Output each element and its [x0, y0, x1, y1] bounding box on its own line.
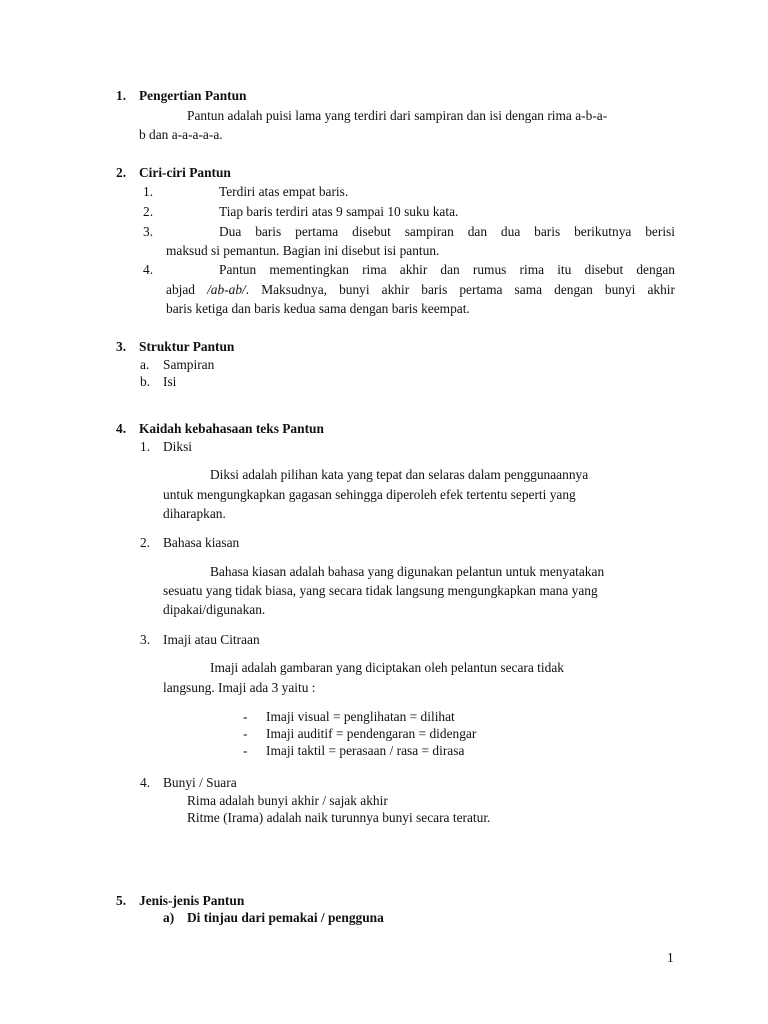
ciri-item-3-text-line-2: maksud si pemantun. Bagian ini disebut isi pantun.	[166, 243, 440, 258]
section-5-title: Jenis-jenis Pantun	[139, 893, 245, 908]
diksi-text-line-3: diharapkan.	[163, 506, 226, 521]
kaidah-item-4-number: 4.	[140, 775, 151, 790]
kaidah-item-3-number: 3.	[140, 632, 151, 647]
section-2-title: Ciri-ciri Pantun	[139, 165, 231, 180]
page-number: 1	[667, 950, 674, 965]
section-3-number: 3.	[116, 339, 127, 354]
ciri-item-2-number: 2.	[143, 204, 154, 219]
imaji-bullet-1-text: Imaji visual = penglihatan = dilihat	[266, 709, 455, 724]
section-3-title: Struktur Pantun	[139, 339, 235, 354]
bahasa-kiasan-text-line-2: sesuatu yang tidak biasa, yang secara tidak langsung mengungkapkan mana yang	[163, 583, 598, 598]
imaji-text-line-1: Imaji adalah gambaran yang diciptakan oleh pelantun secara tidak	[210, 660, 564, 675]
struktur-item-a-label: Sampiran	[163, 357, 215, 372]
imaji-text-line-2: langsung. Imaji ada 3 yaitu :	[163, 680, 316, 695]
imaji-bullet-2-text: Imaji auditif = pendengaran = didengar	[266, 726, 477, 741]
struktur-item-b-letter: b.	[140, 374, 151, 389]
kaidah-item-1-number: 1.	[140, 439, 151, 454]
imaji-bullet-1-dash: -	[243, 709, 248, 724]
kaidah-item-3-label: Imaji atau Citraan	[163, 632, 260, 647]
ciri-item-4-line-2-post: . Maksudnya, bunyi akhir baris pertama sama dengan bunyi akhir	[245, 282, 675, 297]
imaji-bullet-2-dash: -	[243, 726, 248, 741]
diksi-text-line-2: untuk mengungkapkan gagasan sehingga diperoleh efek tertentu seperti yang	[163, 487, 576, 502]
section-5-number: 5.	[116, 893, 127, 908]
bahasa-kiasan-text-line-1: Bahasa kiasan adalah bahasa yang digunakan pelantun untuk menyatakan	[210, 564, 605, 579]
kaidah-item-1-label: Diksi	[163, 439, 193, 454]
kaidah-item-2-number: 2.	[140, 535, 151, 550]
imaji-bullet-3-text: Imaji taktil = perasaan / rasa = dirasa	[266, 743, 465, 758]
section-1-text-line-2: b dan a-a-a-a-a.	[139, 127, 223, 142]
ciri-item-4-rhyme-formula: /ab-ab/	[207, 282, 246, 297]
kaidah-item-2-label: Bahasa kiasan	[163, 535, 240, 550]
section-4-number: 4.	[116, 421, 127, 436]
struktur-item-b-label: Isi	[163, 374, 177, 389]
ciri-item-3-number: 3.	[143, 224, 154, 239]
section-1-number: 1.	[116, 88, 127, 103]
ciri-item-1-text: Terdiri atas empat baris.	[219, 184, 349, 199]
imaji-bullet-3-dash: -	[243, 743, 248, 758]
section-1-title: Pengertian Pantun	[139, 88, 247, 103]
ciri-item-3-text-line-1: Dua baris pertama disebut sampiran dan dua baris berikutnya berisi	[219, 224, 675, 239]
ciri-item-4-text-line-2	[166, 280, 675, 299]
bunyi-text-line-1: Rima adalah bunyi akhir / sajak akhir	[187, 793, 388, 808]
ciri-item-4-text-line-3: baris ketiga dan baris kedua sama dengan baris keempat.	[166, 301, 470, 316]
bunyi-text-line-2: Ritme (Irama) adalah naik turunnya bunyi secara teratur.	[187, 810, 491, 825]
section-2-number: 2.	[116, 165, 127, 180]
section-5-sub-a-title: Di tinjau dari pemakai / pengguna	[187, 910, 384, 925]
ciri-item-4-text-line-1: Pantun mementingkan rima akhir dan rumus rima itu disebut dengan	[219, 262, 675, 277]
ciri-item-1-number: 1.	[143, 184, 154, 199]
diksi-text-line-1: Diksi adalah pilihan kata yang tepat dan selaras dalam penggunaannya	[210, 467, 589, 482]
ciri-item-2-text: Tiap baris terdiri atas 9 sampai 10 suku kata.	[219, 204, 459, 219]
bahasa-kiasan-text-line-3: dipakai/digunakan.	[163, 602, 266, 617]
section-4-title: Kaidah kebahasaan teks Pantun	[139, 421, 324, 436]
ciri-item-4-number: 4.	[143, 262, 154, 277]
kaidah-item-4-label: Bunyi / Suara	[163, 775, 237, 790]
ciri-item-4-line-2-pre: abjad	[166, 282, 208, 297]
section-5-sub-a-label: a)	[163, 910, 175, 925]
section-1-text-line-1: Pantun adalah puisi lama yang terdiri dari sampiran dan isi dengan rima a-b-a-	[187, 108, 608, 123]
struktur-item-a-letter: a.	[140, 357, 150, 372]
